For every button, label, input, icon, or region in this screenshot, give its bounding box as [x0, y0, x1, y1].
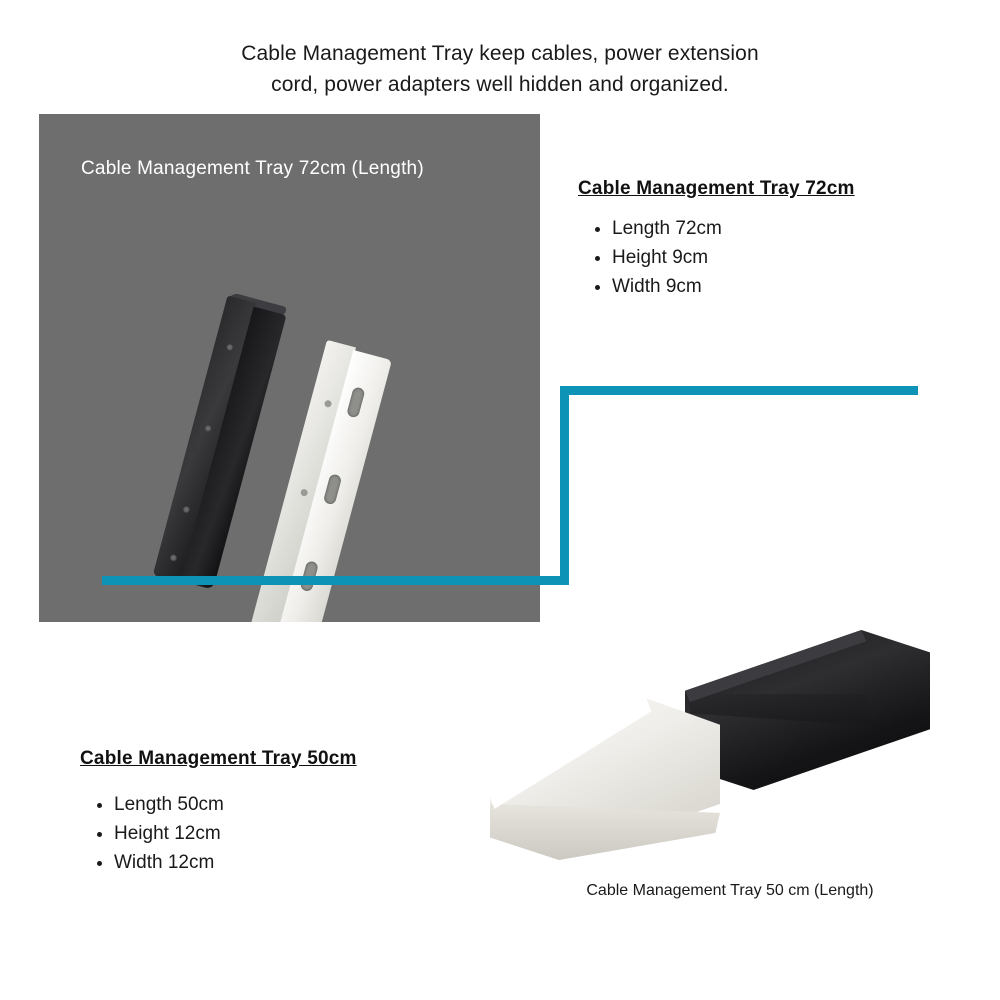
connector-line-horizontal-top — [560, 386, 918, 395]
connector-line-horizontal-bottom — [102, 576, 569, 585]
product-image-black-tray-50cm — [685, 630, 930, 790]
spec-block-50cm — [80, 748, 500, 877]
spec-item: • Height 12cm — [114, 819, 500, 848]
bottom-photo-caption: Cable Management Tray 50 cm (Length) — [586, 882, 874, 899]
connector-line-vertical — [560, 386, 569, 585]
spec-title-72cm: Cable Management Tray 72cm — [578, 178, 855, 199]
spec-list-72cm — [578, 214, 978, 301]
product-photo-50cm-group — [470, 610, 970, 910]
tray-base-shadow — [490, 804, 720, 860]
spec-block-72cm — [578, 178, 978, 301]
spec-item: • Width 9cm — [612, 272, 978, 301]
spec-item: • Height 9cm — [612, 243, 978, 272]
spec-item: • Width 12cm — [114, 848, 500, 877]
product-image-white-tray-50cm — [490, 695, 720, 860]
headline-line-1: Cable Management Tray keep cables, power extension — [241, 42, 759, 65]
grey-photo-panel — [39, 114, 540, 622]
page-headline — [0, 38, 1000, 100]
spec-item: • Length 72cm — [612, 214, 978, 243]
spec-list-50cm — [80, 790, 500, 877]
grey-panel-caption: Cable Management Tray 72cm (Length) — [81, 158, 424, 179]
spec-item: • Length 50cm — [114, 790, 500, 819]
headline-line-2: cord, power adapters well hidden and organized. — [271, 73, 729, 96]
spec-title-50cm: Cable Management Tray 50cm — [80, 748, 357, 769]
